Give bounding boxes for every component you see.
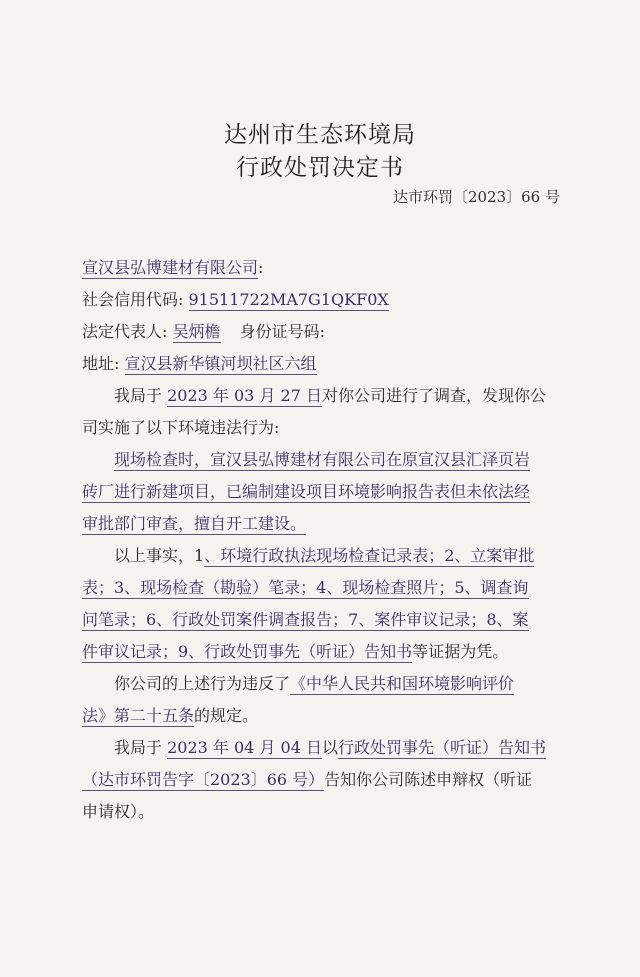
investigation-paragraph-line2: 司实施了以下环境违法行为: [82,418,280,437]
representative-line [82,322,566,342]
agency-title: 达州市生态环境局 [224,122,416,148]
law-name: 《中华人民共和国环境影响评价 [290,674,515,693]
credit-code-label: 社会信用代码: [82,290,184,309]
address-value: 宣汉县新华镇河坝社区六组 [124,354,317,373]
notice-line1: 我局于 2023 年 04 月 04 日以行政处罚事先（听证）告知书 [114,738,547,757]
notice-date: 2023 年 04 月 04 日 [167,738,322,757]
company-name: 宣汉县弘博建材有限公司 [82,258,259,277]
notice-document-number: （达市环罚告字〔2023〕66 号） [82,770,325,789]
investigation-paragraph-line1: 我局于 2023 年 03 月 27 日对你公司进行了调查，发现你公 [114,386,546,405]
address-label: 地址: [82,354,120,373]
law-line2: 法》第二十五条的规定。 [82,706,259,725]
credit-code-line [82,290,566,310]
violation-line2: 砖厂进行新建项目，已编制建设项目环境影响报告表但未依法经 [82,482,531,501]
notice-document: 行政处罚事先（听证）告知书 [338,738,547,757]
id-number-label: 身份证号码: [239,322,326,341]
violation-line1: 现场检查时，宣汉县弘博建材有限公司在原宣汉县汇泽页岩 [114,450,531,469]
party-company-line: 宣汉县弘博建材有限公司: [82,258,264,277]
representative-name: 吴炳檐 [172,322,221,341]
evidence-line2: 表；3、现场检查（勘验）笔录；4、现场检查照片；5、调查询 [82,578,529,597]
evidence-line4: 件审议记录；9、行政处罚事先（听证）告知书等证据为凭。 [82,642,509,661]
law-line1: 你公司的上述行为违反了《中华人民共和国环境影响评价 [114,674,515,693]
investigation-date: 2023 年 03 月 27 日 [167,386,322,405]
evidence-line1: 以上事实，1、环境行政执法现场检查记录表；2、立案审批 [114,546,535,565]
notice-line2: （达市环罚告字〔2023〕66 号）告知你公司陈述申辩权（听证 [82,770,533,789]
document-number: 达市环罚〔2023〕66 号 [392,188,560,206]
representative-label: 法定代表人: [82,322,168,341]
violation-line3: 审批部门审查，擅自开工建设。 [82,514,307,533]
evidence-line3: 问笔录；6、行政处罚案件调查报告；7、案件审议记录；8、案 [82,610,529,629]
address-line [82,354,566,374]
law-article: 法》第二十五条 [82,706,195,725]
notice-line3: 申请权）。 [82,802,155,821]
credit-code-value: 91511722MA7G1QKF0X [188,290,389,309]
document-type-title: 行政处罚决定书 [236,155,404,181]
